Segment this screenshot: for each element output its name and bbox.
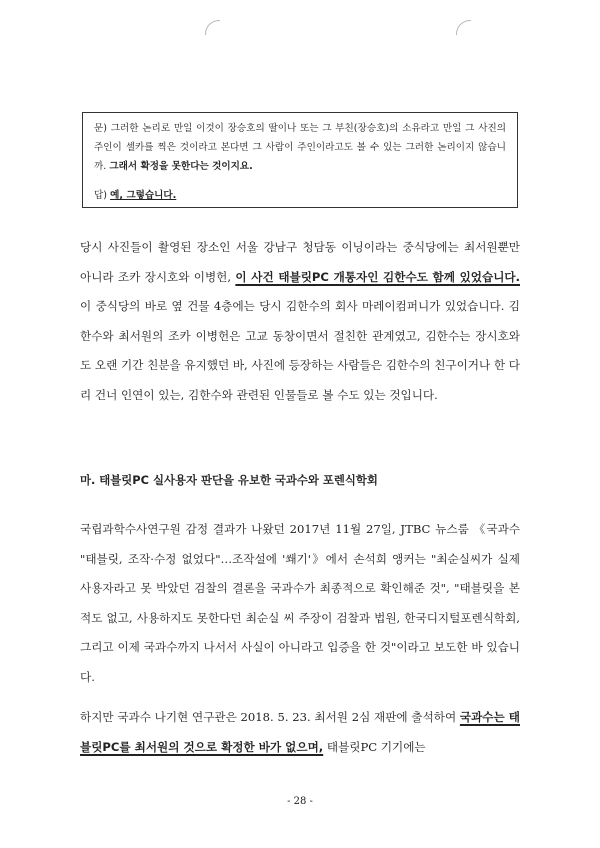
paragraph3-emphasis: 국과수는 태블릿PC를 최서원의 것으로 확정한 바가 없으며, xyxy=(80,710,520,754)
testimony-box xyxy=(82,112,518,208)
body-paragraph-3 xyxy=(80,703,520,762)
paragraph1-text-b: 이 중식당의 바로 옆 건물 4층에는 당시 김한수의 회사 마레이컴퍼니가 있었습니다. 김한수와 최서원의 조카 이병헌은 고교 동창이면서 절친한 관계였고, 김한수는 장시호와도 오랜 기간 친분을 유지했던 바, 사진에 등장하는 사람들은 김한수의 친구이거나 한 다리 건너 인연이 있는, 김한수와 관련된 인물들로 볼 수도 있는 것입니다. xyxy=(80,299,520,402)
answer-emphasis: 예, 그렇습니다. xyxy=(110,190,177,201)
binder-hole-mark-right xyxy=(456,20,471,35)
question-emphasis: 그래서 확정을 못한다는 것이지요. xyxy=(109,161,253,172)
testimony-question xyxy=(94,119,506,176)
body-paragraph-2: 국립과학수사연구원 감정 결과가 나왔던 2017년 11월 27일, JTBC 뉴스룸 《국과수 "태블릿, 조작·수정 없었다"…조작설에 '쐐기'》에서 손석희 앵커는 "최순실씨가 실제 사용자라고 못 박았던 검찰의 결론을 국과수가 최종적으로 확인해준 것", "태블릿을 본 적도 없고, 사용하지도 못한다던 최순실 씨 주장이 검찰과 법원, 한국디지털포렌식학회, 그리고 이제 국과수까지 나서서 사실이 아니라고 입증을 한 것"이라고 보도한 바 있습니다. xyxy=(80,522,520,684)
section-heading: 마. 태블릿PC 실사용자 판단을 유보한 국과수와 포렌식학회 xyxy=(80,473,378,487)
body-paragraph-1 xyxy=(80,233,520,410)
binder-hole-mark-left xyxy=(205,20,220,35)
paragraph1-text-a: 당시 사진들이 촬영된 장소인 서울 강남구 청담동 이닝이라는 중식당에는 최서원뿐만 아니라 조카 장시호와 이병헌, xyxy=(80,240,520,284)
testimony-answer xyxy=(94,186,506,205)
paragraph3-text-b: 태블릿PC 기기에는 xyxy=(323,739,426,754)
page-number: - 28 - xyxy=(287,796,313,807)
paragraph3-text-a: 하지만 국과수 나기현 연구관은 2018. 5. 23. 최서원 2심 재판에 출석하여 xyxy=(80,710,460,724)
answer-prefix: 답) xyxy=(94,190,111,201)
question-text: 문) 그러한 논리로 만일 이것이 장승호의 딸이나 또는 그 부친(장승호)의 소유라고 만일 그 사진의 주인이 셀카를 찍은 것이라고 본다면 그 사람이 주인이라고도 볼 수 있는 그러한 논리이지 않습니까. xyxy=(94,123,506,172)
paragraph1-emphasis: 이 사건 태블릿PC 개통자인 김한수도 함께 있었습니다. xyxy=(235,269,521,284)
